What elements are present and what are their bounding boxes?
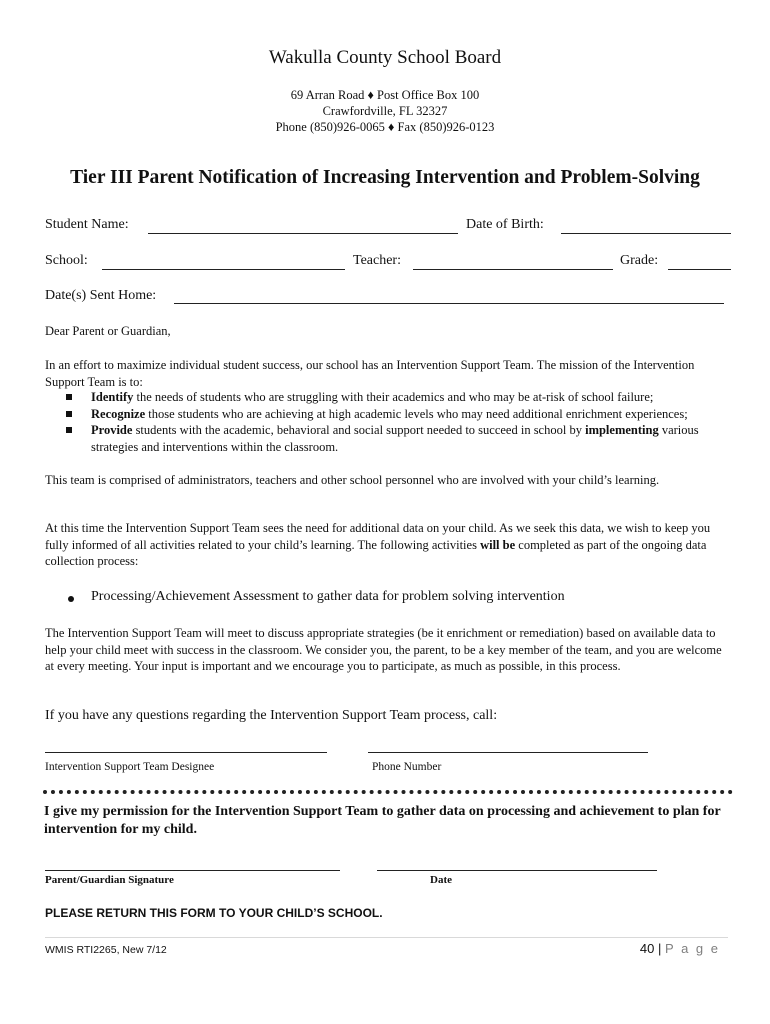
meeting-paragraph: The Intervention Support Team will meet to discuss appropriate strategies (be it enrichment or remediation) based on available data to help your child meet with success in the classroom. We consider you, the parent, to be a key member of the team, and you are welcome at every meeting. Your input is important and we encourage you to participate, as much as possible, in this process. bbox=[45, 626, 722, 673]
team-composition-paragraph: This team is comprised of administrators, teachers and other school personnel who are involved with your child’s learning. bbox=[45, 473, 660, 487]
bullet-lead: Provide bbox=[91, 423, 133, 437]
grade-label: Grade: bbox=[620, 253, 659, 268]
page-number bbox=[640, 941, 720, 956]
date-of-birth-label: Date of Birth: bbox=[466, 217, 544, 232]
bullet-text: students with the academic, behavioral and social support needed to succeed in school by bbox=[132, 423, 586, 437]
data-para-text: At this time the Intervention Support Team sees the need for additional data on your child. As we seek this data, we wish to keep you fully informed of all activities related to your child’s learning. The following activities bbox=[45, 521, 711, 552]
bullet-lead: Recognize bbox=[91, 406, 146, 421]
data-collection-paragraph bbox=[45, 520, 730, 570]
activity-item: Processing/Achievement Assessment to gather data for problem solving intervention bbox=[91, 589, 565, 604]
bullet-text: the needs of students who are struggling with their academics and who may be at-risk of school failure; bbox=[133, 390, 654, 404]
address-line-3: Phone (850)926-0065 ♦ Fax (850)926-0123 bbox=[275, 120, 495, 134]
phone-number-line[interactable] bbox=[368, 752, 648, 753]
student-name-field[interactable] bbox=[148, 233, 458, 234]
page-number-value: 40 bbox=[639, 941, 655, 956]
list-item bbox=[66, 422, 726, 455]
square-bullet-icon bbox=[66, 394, 72, 400]
teacher-label: Teacher: bbox=[353, 253, 401, 268]
data-para-bold: will be bbox=[480, 537, 516, 552]
phone-number-label: Phone Number bbox=[372, 761, 442, 773]
bullet-bold-tail: implementing bbox=[585, 423, 659, 437]
return-instruction: PLEASE RETURN THIS FORM TO YOUR CHILD’S SCHOOL. bbox=[45, 906, 383, 920]
signature-date-line[interactable] bbox=[377, 870, 657, 871]
grade-field[interactable] bbox=[668, 269, 731, 270]
teacher-field[interactable] bbox=[413, 269, 613, 270]
dotted-separator bbox=[43, 790, 733, 794]
questions-text: If you have any questions regarding the Intervention Support Team process, call: bbox=[45, 708, 498, 723]
page-separator: | bbox=[658, 941, 662, 956]
page-word: P a g e bbox=[665, 941, 720, 956]
school-field[interactable] bbox=[102, 269, 345, 270]
student-name-label: Student Name: bbox=[45, 217, 129, 232]
bullet-text: those students who are achieving at high academic levels who may need additional enrichment experiences; bbox=[145, 406, 688, 421]
bullet-lead: Identify bbox=[91, 390, 134, 404]
dates-sent-home-label: Date(s) Sent Home: bbox=[45, 288, 157, 303]
intro-paragraph: In an effort to maximize individual student success, our school has an Intervention Support Team. The mission of the Intervention Support Team is to: bbox=[45, 358, 695, 389]
designee-label: Intervention Support Team Designee bbox=[45, 761, 215, 773]
form-id: WMIS RTI2265, New 7/12 bbox=[45, 944, 167, 956]
footer-divider bbox=[45, 937, 728, 938]
list-item bbox=[66, 389, 726, 406]
organization-name: Wakulla County School Board bbox=[268, 47, 502, 68]
square-bullet-icon bbox=[66, 427, 72, 433]
permission-statement: I give my permission for the Intervention Support Team to gather data on processing and achievement to plan for intervention for my child. bbox=[44, 804, 721, 837]
date-of-birth-field[interactable] bbox=[561, 233, 731, 234]
bullet-tail: various strategies and interventions within the classroom. bbox=[91, 423, 699, 454]
page-title: Tier III Parent Notification of Increasing Intervention and Problem-Solving bbox=[70, 167, 700, 188]
salutation: Dear Parent or Guardian, bbox=[45, 324, 171, 338]
data-para-text-end: completed as part of the ongoing data collection process: bbox=[45, 537, 707, 568]
signature-date-label: Date bbox=[430, 874, 452, 886]
dates-sent-home-field[interactable] bbox=[174, 303, 724, 304]
square-bullet-icon bbox=[66, 411, 72, 417]
parent-signature-line[interactable] bbox=[45, 870, 340, 871]
round-bullet-icon bbox=[68, 596, 74, 602]
address-line-2: Crawfordville, FL 32327 bbox=[322, 104, 448, 118]
mission-list bbox=[66, 389, 726, 455]
address-line-1: 69 Arran Road ♦ Post Office Box 100 bbox=[290, 88, 480, 102]
list-item bbox=[66, 406, 726, 423]
designee-line[interactable] bbox=[45, 752, 327, 753]
parent-signature-label: Parent/Guardian Signature bbox=[45, 874, 174, 886]
school-label: School: bbox=[45, 253, 88, 268]
